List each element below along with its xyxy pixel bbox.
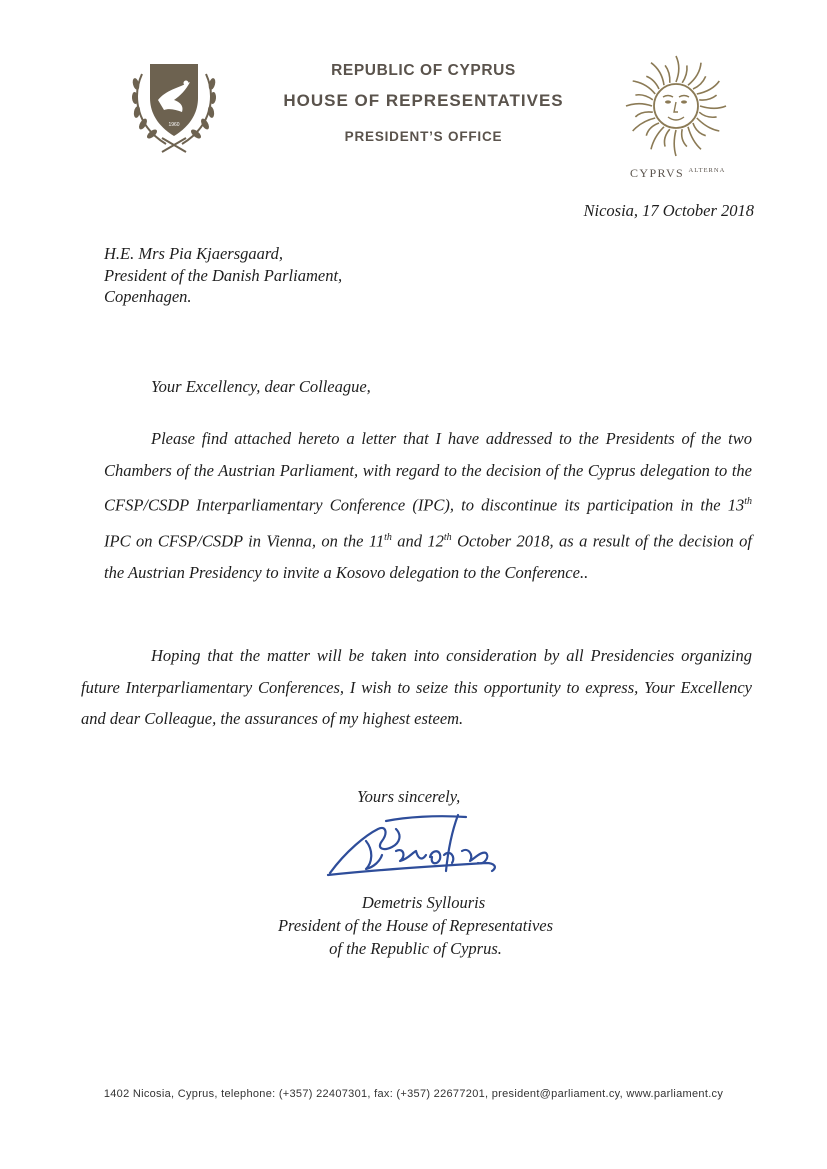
sun-ray (664, 129, 669, 146)
sun-ray (697, 81, 720, 94)
sun-ray (674, 130, 676, 156)
sun-ray (651, 127, 664, 150)
sun-emblem-icon (622, 52, 730, 160)
signatory-name: Demetris Syllouris (361, 893, 486, 912)
sun-ray (682, 129, 687, 146)
sun-ray (699, 112, 716, 117)
letterhead-house: HOUSE OF REPRESENTATIVES (283, 91, 564, 110)
sun-ray (682, 65, 687, 82)
sun-ray (688, 127, 701, 150)
sun-ray (688, 63, 701, 85)
paragraph-1-text-a: Please find attached hereto a letter that I have addressed to the Presidents of the two Chambers of the Austrian Parliament, with regard to the decision of the Cyprus delegation to the CFSP/CSDP Interparliamentary Conference (IPC), to discontinue its participation in the 13 (104, 429, 752, 515)
letterhead-office: PRESIDENT’S OFFICE (344, 129, 503, 144)
paragraph-1-text-d: October 2018, as a result of the decision of the Austrian Presidency to invite a Kosovo delegation to the Conference.. (104, 531, 753, 582)
coat-year: 1960 (168, 122, 180, 128)
sun-ray (676, 56, 679, 82)
recipient-line-3: Copenhagen. (104, 287, 192, 306)
signatory-title-1: President of the House of Representatives (277, 916, 554, 935)
paragraph-2-text: Hoping that the matter will be taken into consideration by all Presidencies organizing future Interparliamentary Conferences, I wish to seize this opportunity to express, Your Excellency and dear Colleague, the assurances of my highest esteem. (81, 646, 752, 729)
recipient-line-2: President of the Danish Parliament, (104, 266, 343, 285)
letterhead-republic: REPUBLIC OF CYPRUS (331, 62, 516, 79)
paragraph-1 (104, 423, 752, 589)
emblem-caption (630, 166, 725, 181)
handwritten-signature (326, 811, 508, 891)
ordinal-suffix: th (744, 496, 752, 508)
footer-contact: 1402 Nicosia, Cyprus, telephone: (+357) 22407301, fax: (+357) 22677201, president@parliament.cy, www.parliament.cy (103, 1088, 724, 1100)
signatory-title-2: of the Republic of Cyprus. (329, 939, 502, 958)
sun-ray (697, 118, 720, 131)
emblem-subtext: ALTERNA (688, 167, 726, 174)
sun-ray (651, 63, 664, 85)
sun-ray (633, 81, 656, 94)
sun-ray (633, 118, 656, 131)
sun-ray (626, 104, 652, 106)
sun-ray (635, 112, 652, 117)
paragraph-2 (81, 640, 752, 735)
ordinal-suffix: th (443, 531, 452, 543)
paragraph-1-text-c: and 12 (391, 531, 444, 551)
sun-ray (665, 65, 670, 82)
closing: Yours sincerely, (357, 787, 461, 806)
paragraph-1-text-b: IPC on CFSP/CSDP in Vienna, on the 11 (104, 531, 385, 551)
sun-ray (699, 95, 716, 100)
ordinal-suffix: th (384, 531, 392, 543)
recipient-line-1: H.E. Mrs Pia Kjaersgaard, (104, 244, 284, 263)
salutation: Your Excellency, dear Colleague, (151, 377, 371, 396)
emblem-text: CYPRVS (630, 166, 685, 180)
sun-ray (700, 106, 726, 108)
sun-ray (635, 95, 652, 100)
letter-date: Nicosia, 17 October 2018 (583, 201, 754, 220)
